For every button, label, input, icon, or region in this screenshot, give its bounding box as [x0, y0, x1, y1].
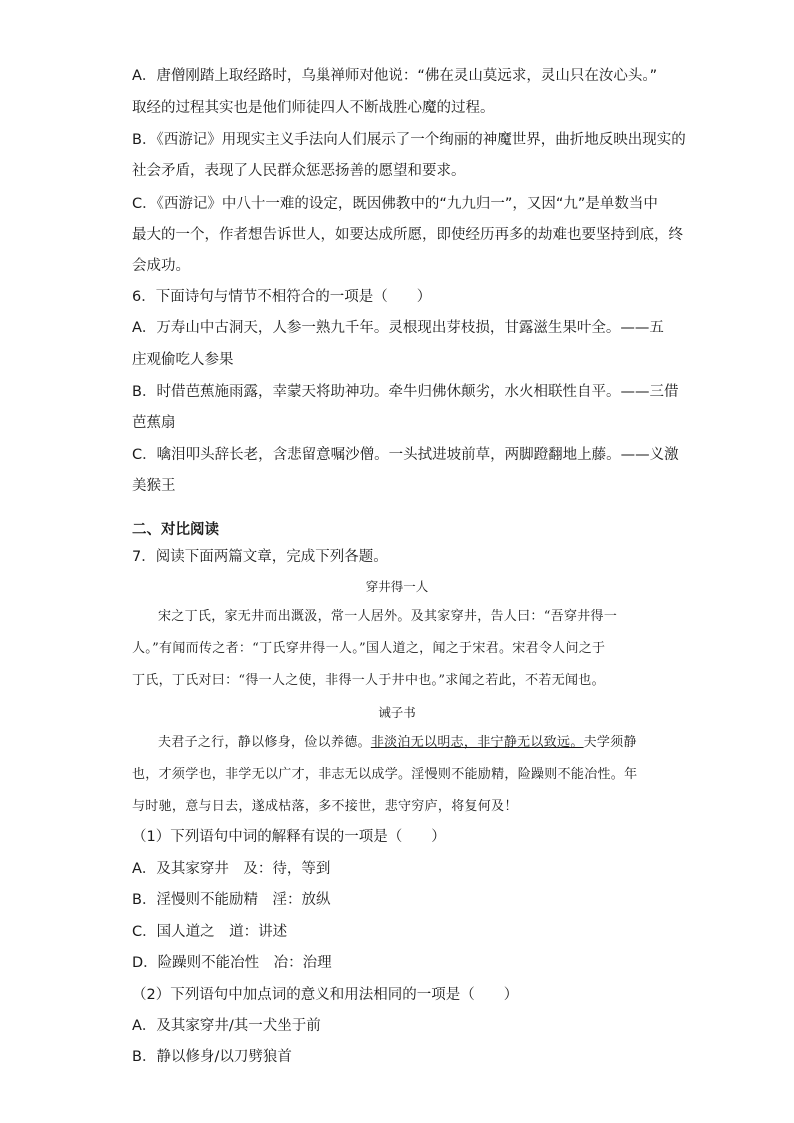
q6-option-b-line2: 芭蕉扇: [132, 415, 176, 431]
sub1-stem: （1）下列语句中词的解释有误的一项是（ ）: [132, 829, 446, 845]
passage2-line1: [158, 734, 637, 752]
section-heading: 二、对比阅读: [132, 522, 219, 538]
q5-option-a-line2: 取经的过程其实也是他们师徒四人不断战胜心魔的过程。: [132, 100, 495, 116]
sub1-option-d: D．险躁则不能冶性 冶：治理: [132, 955, 332, 971]
sub1-option-a: A．及其家穿井 及：待，等到: [132, 861, 331, 877]
q6-option-c-line1: C．噙泪叩头辞长老，含悲留意嘱沙僧。一头拭进坡前草，两脚蹬翻地上藤。——义激: [132, 447, 679, 463]
q6-option-a-line2: 庄观偷吃人参果: [132, 352, 234, 368]
q5-option-c-line3: 会成功。: [132, 258, 190, 274]
passage1-line1: 宋之丁氏，家无井而出溉汲，常一人居外。及其家穿井，告人曰：“吾穿井得一: [158, 609, 618, 624]
sub2-option-a: A．及其家穿井/其一犬坐于前: [132, 1018, 321, 1034]
passage2-line2: 也，才须学也，非学无以广才，非志无以成学。淫慢则不能励精，险躁则不能冶性。年: [132, 767, 638, 782]
passage2-line1-start: 夫君子之行，静以修身，俭以养德。: [158, 735, 371, 750]
q5-option-b-line2: 社会矛盾，表现了人民群众惩恶扬善的愿望和要求。: [132, 163, 466, 179]
passage2-underlined-sentence: 非淡泊无以明志，非宁静无以致远。: [370, 735, 584, 750]
q5-option-b-line1: B．《西游记》用现实主义手法向人们展示了一个绚丽的神魔世界，曲折地反映出现实的: [132, 132, 686, 148]
q5-option-a-line1: A．唐僧刚踏上取经路时，乌巢禅师对他说：“佛在灵山莫远求，灵山只在汝心头。”: [132, 68, 658, 84]
q7-stem: 7．阅读下面两篇文章，完成下列各题。: [132, 549, 388, 565]
q6-stem: 6．下面诗句与情节不相符合的一项是（ ）: [132, 289, 432, 305]
sub1-option-b: B．淫慢则不能励精 淫：放纵: [132, 892, 331, 908]
sub1-option-c: C．国人道之 道：讲述: [132, 924, 288, 940]
q6-option-c-line2: 美猴王: [132, 478, 176, 494]
passage2-line3: 与时驰，意与日去，遂成枯落，多不接世，悲守穷庐，将复何及！: [132, 799, 518, 814]
passage1-line2: 人。”有闻而传之者：“丁氏穿井得一人。”国人道之，闻之于宋君。宋君令人问之于: [132, 641, 606, 656]
passage1-line3: 丁氏，丁氏对曰：“得一人之使，非得一人于井中也。”求闻之若此，不若无闻也。: [132, 673, 605, 688]
q5-option-c-line2: 最大的一个，作者想告诉世人，如要达成所愿，即使经历再多的劫难也要坚持到底，终: [132, 227, 683, 243]
passage2-title: 诫子书: [378, 705, 416, 720]
q6-option-a-line1: A．万寿山中古洞天，人参一熟九千年。灵根现出芽枝损，甘露滋生果叶全。——五: [132, 320, 664, 336]
passage2-line1-end: 夫学须静: [583, 735, 637, 750]
passage1-title: 穿井得一人: [365, 579, 429, 594]
sub2-stem: （2）下列语句中加点词的意义和用法相同的一项是（ ）: [132, 987, 519, 1003]
q5-option-c-line1: C．《西游记》中八十一难的设定，既因佛教中的“九九归一”，又因“九”是单数当中: [132, 196, 658, 212]
q6-option-b-line1: B．时借芭蕉施雨露，幸蒙天将助神功。牵牛归佛休颠劣，水火相联性自平。——三借: [132, 384, 679, 400]
sub2-option-b: B．静以修身/以刀劈狼首: [132, 1049, 292, 1065]
